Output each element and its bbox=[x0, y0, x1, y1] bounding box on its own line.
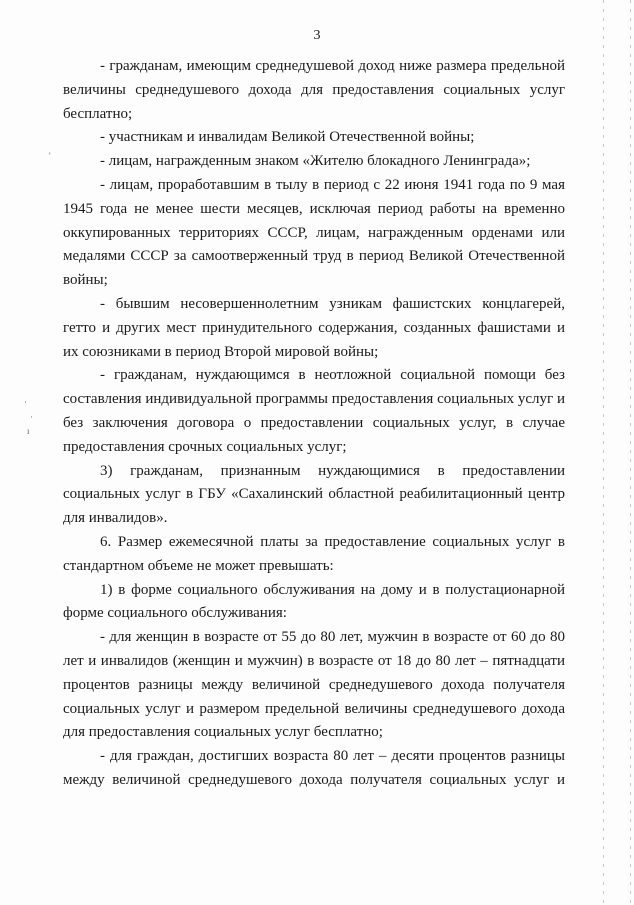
scan-speck: ı bbox=[27, 426, 30, 436]
paragraph-urgent-help: - гражданам, нуждающимся в неотложной социальной помощи без составления индивидуальной программы предоставления социальных услуг и без заключения договора о предоставлении социальных услуг, в случае предоставления срочных социальных услуг; bbox=[63, 367, 565, 455]
document-body bbox=[63, 55, 565, 793]
scan-edge-line bbox=[603, 0, 604, 905]
paragraph-rehab-center: 3) гражданам, признанным нуждающимися в предоставлении социальных услуг в ГБУ «Сахалинский областной реабилитационный центр для инвалидов». bbox=[63, 462, 565, 527]
paragraph-low-income-citizens: - гражданам, имеющим среднедушевой доход ниже размера предельной величины среднедушевого дохода для предоставления социальных услуг бесплатно; bbox=[63, 58, 565, 122]
scan-speck: · bbox=[24, 397, 27, 407]
paragraph-home-service-form: 1) в форме социального обслуживания на дому и в полустационарной форме социального обслуживания: bbox=[63, 581, 565, 622]
scan-speck: ' bbox=[49, 151, 51, 161]
page-number: 3 bbox=[313, 28, 321, 43]
paragraph-war-veterans: - участникам и инвалидам Великой Отечественной войны; bbox=[100, 129, 475, 146]
paragraph-ten-percent: - для граждан, достигших возраста 80 лет – десяти процентов разницы между величиной среднедушевого дохода получателя социальных услуг и bbox=[63, 748, 565, 788]
paragraph-former-prisoners: - бывшим несовершеннолетним узникам фашистских концлагерей, гетто и других мест принудительного содержания, созданных фашистами и их союзниками в период Второй мировой войны; bbox=[63, 295, 565, 360]
scan-speck: · bbox=[30, 412, 33, 422]
paragraph-item-6: 6. Размер ежемесячной платы за предоставление социальных услуг в стандартном объеме не может превышать: bbox=[63, 533, 565, 574]
paragraph-leningrad-blockade: - лицам, награжденным знаком «Жителю блокадного Ленинграда»; bbox=[100, 153, 531, 170]
paragraph-home-front-workers: - лицам, проработавшим в тылу в период с 22 июня 1941 года по 9 мая 1945 года не менее шести месяцев, исключая период работы на временно оккупированных территориях СССР, лицам, награжденным орденами или медалями СССР за самоотверженный труд в период Великой Отечественной войны; bbox=[63, 176, 565, 289]
scan-edge-line bbox=[630, 0, 631, 905]
paragraph-fifteen-percent: - для женщин в возрасте от 55 до 80 лет, мужчин в возрасте от 60 до 80 лет и инвалидов (женщин и мужчин) в возрасте от 18 до 80 лет – пятнадцати процентов разницы между величиной среднедушевого дохода получателя социальных услуг и размером предельной величины среднедушевого дохода для предоставления социальных услуг бесплатно; bbox=[63, 629, 565, 741]
